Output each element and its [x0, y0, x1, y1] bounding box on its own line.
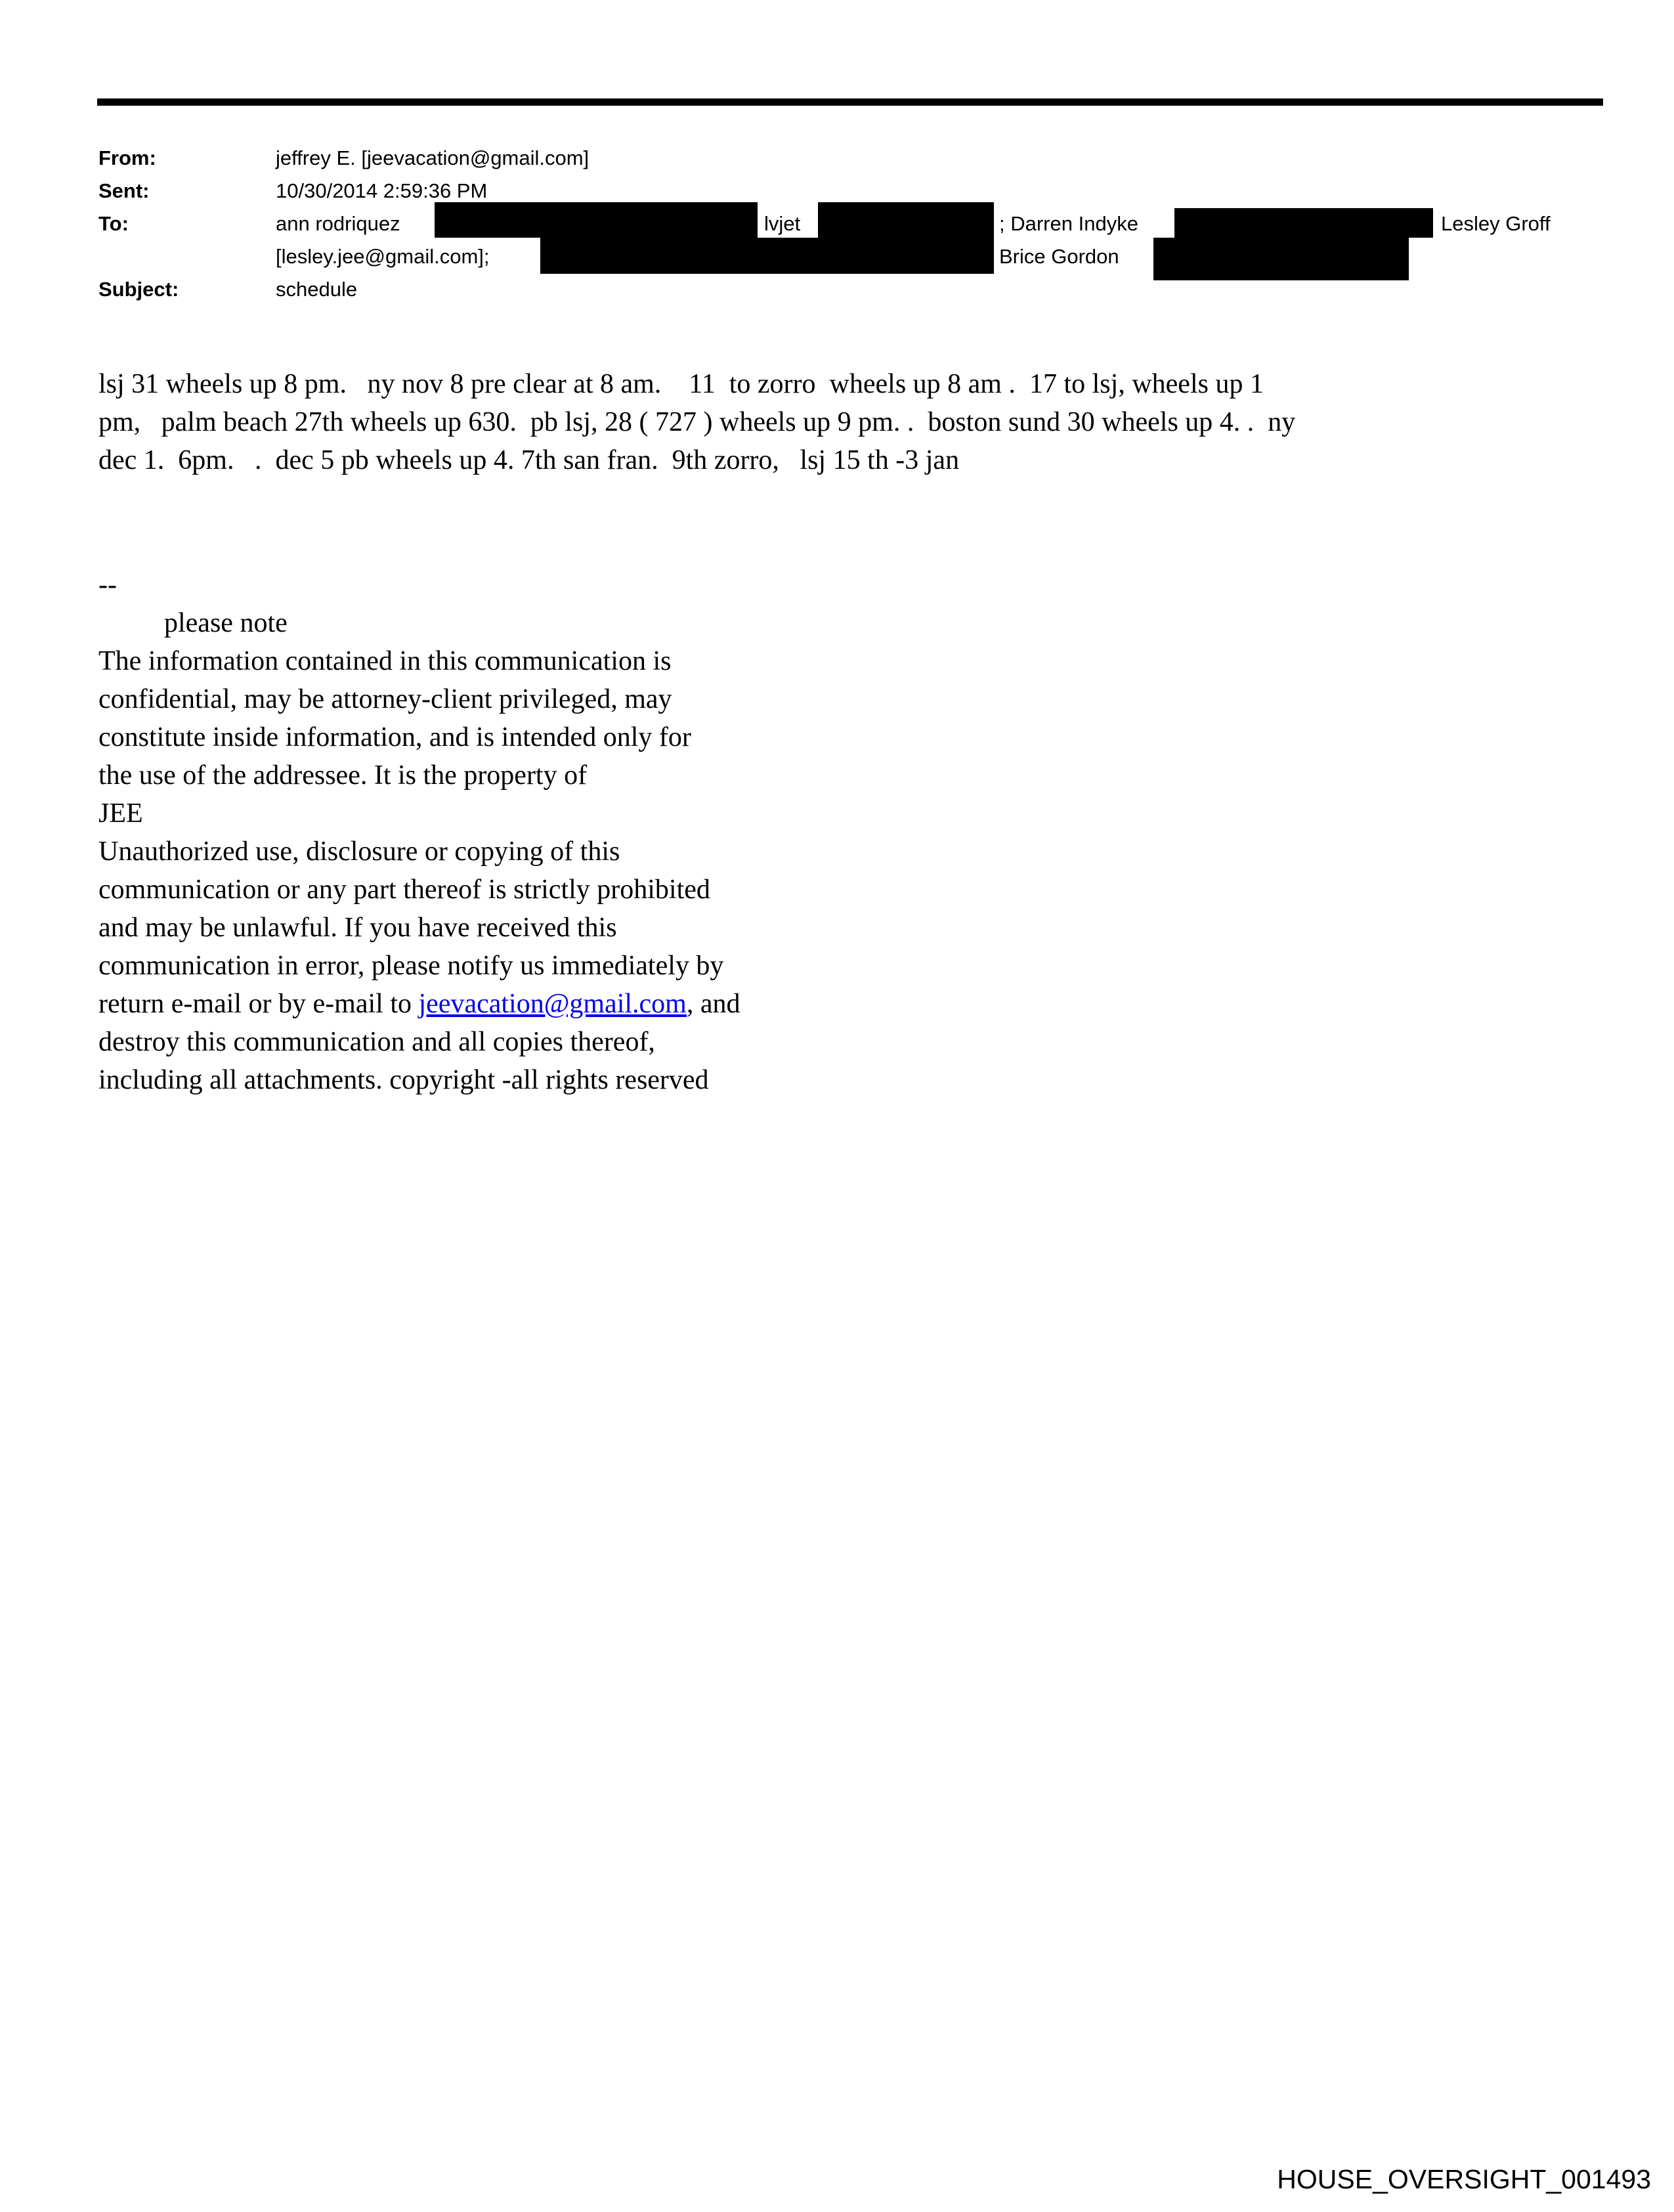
disclaimer-line: communication or any part thereof is strictly prohibited: [98, 875, 710, 905]
body-line: dec 1. 6pm. . dec 5 pb wheels up 4. 7th san fran. 9th zorro, lsj 15 th -3 jan: [98, 445, 960, 475]
to-recipient-ann-rodriquez: ann rodriquez: [276, 212, 400, 235]
from-value: jeffrey E. [jeevacation@gmail.com]: [276, 146, 590, 169]
signature-note: please note: [164, 608, 288, 638]
subject-label: Subject:: [98, 278, 179, 301]
to-recipient-brice-gordon: Brice Gordon: [999, 245, 1119, 268]
disclaimer-link-line: [98, 985, 740, 1023]
to-recipient-darren-indyke: ; Darren Indyke: [999, 212, 1138, 235]
email-body: [98, 365, 1295, 479]
to-label: To:: [98, 212, 129, 235]
disclaimer-link-suffix: , and: [686, 989, 740, 1019]
disclaimer-line: Unauthorized use, disclosure or copying of this: [98, 836, 620, 867]
to-recipient-lesley-groff: Lesley Groff: [1441, 212, 1551, 235]
redaction-box: [1153, 238, 1409, 280]
top-rule: [97, 98, 1603, 106]
disclaimer-line: confidential, may be attorney-client privileged, may: [98, 684, 672, 714]
disclaimer-line: including all attachments. copyright -all rights reserved: [98, 1065, 709, 1095]
from-label: From:: [98, 146, 156, 169]
signature-separator: --: [98, 570, 117, 600]
redaction-box: [1174, 208, 1433, 238]
to-recipient-lesley-email: [lesley.jee@gmail.com];: [276, 245, 490, 268]
signature-block: [98, 566, 740, 1099]
redaction-box: [540, 238, 994, 274]
sent-value: 10/30/2014 2:59:36 PM: [276, 179, 488, 202]
redaction-box: [818, 202, 994, 238]
disclaimer-line: destroy this communication and all copies thereof,: [98, 1027, 655, 1057]
sent-label: Sent:: [98, 179, 150, 202]
disclaimer-line: and may be unlawful. If you have received this: [98, 913, 617, 943]
to-recipient-lvjet: lvjet: [764, 212, 801, 235]
disclaimer-line: communication in error, please notify us immediately by: [98, 951, 724, 981]
disclaimer-line: JEE: [98, 798, 143, 829]
bates-number: HOUSE_OVERSIGHT_001493: [1277, 2164, 1651, 2194]
body-line: lsj 31 wheels up 8 pm. ny nov 8 pre clear at 8 am. 11 to zorro wheels up 8 am . 17 to lsj, wheels up 1: [98, 369, 1264, 399]
subject-value: schedule: [276, 278, 358, 301]
redaction-box: [435, 202, 758, 238]
disclaimer-line: The information contained in this communication is: [98, 646, 672, 676]
email-link[interactable]: jeevacation@gmail.com: [418, 989, 687, 1019]
body-line: pm, palm beach 27th wheels up 630. pb lsj, 28 ( 727 ) wheels up 9 pm. . boston sund 30 wheels up 4. . ny: [98, 407, 1296, 437]
disclaimer-link-prefix: return e-mail or by e-mail to: [98, 989, 419, 1019]
disclaimer-line: constitute inside information, and is intended only for: [98, 722, 691, 752]
disclaimer-line: the use of the addressee. It is the property of: [98, 760, 588, 791]
